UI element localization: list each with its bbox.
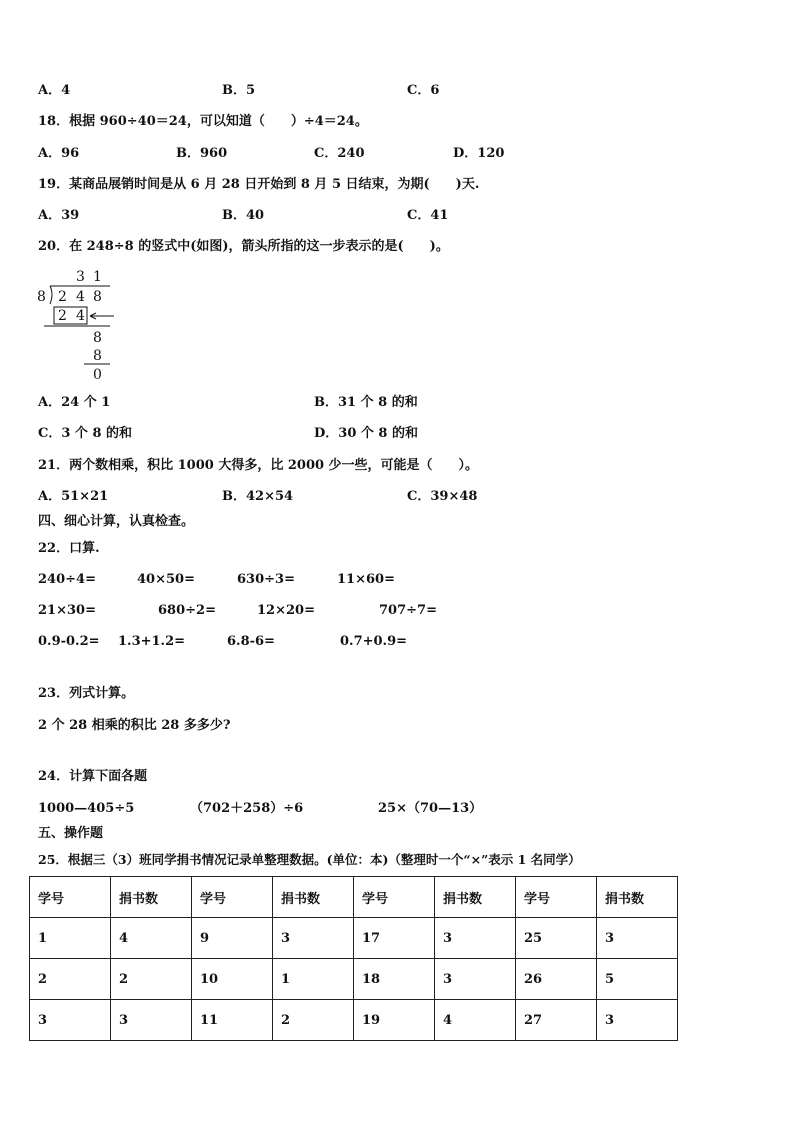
q21-option-a: A．51×21 [38, 489, 109, 504]
q24-question: 24．计算下面各题 [38, 769, 148, 784]
q25-question: 25．根据三（3）班同学捐书情况记录单整理数据。(单位：本)（整理时一个“×”表示 1 名同学） [38, 852, 581, 867]
donation-record-table [29, 876, 678, 1041]
calc-item: 25×（70—13） [378, 801, 483, 816]
header-cell: 捐书数 [273, 877, 354, 918]
header-cell: 学号 [354, 877, 435, 918]
dividend-digit: 8 [93, 289, 102, 305]
table-cell: 2 [111, 959, 192, 1000]
mental-calc-item: 6.8-6= [227, 634, 275, 649]
table-cell: 27 [516, 1000, 597, 1041]
calc-item: （702＋258）÷6 [190, 801, 304, 816]
q18-option-c: C．240 [314, 146, 365, 161]
mental-calc-item: 40×50= [137, 572, 195, 587]
mental-calc-item: 707÷7= [379, 603, 437, 618]
dividend-digit: 2 [58, 289, 67, 305]
table-cell: 11 [192, 1000, 273, 1041]
mental-calc-item: 0.7+0.9= [340, 634, 408, 649]
table-cell: 3 [435, 918, 516, 959]
table-cell: 17 [354, 918, 435, 959]
q20-option-a: A．24 个 1 [38, 395, 111, 410]
q18-option-d: D．120 [453, 146, 505, 161]
table-row [30, 1000, 678, 1041]
q20-option-c: C．3 个 8 的和 [38, 426, 133, 441]
q21-option-c: C．39×48 [407, 489, 478, 504]
table-cell: 3 [597, 918, 678, 959]
mental-calc-item: 12×20= [257, 603, 315, 618]
header-cell: 捐书数 [111, 877, 192, 918]
header-cell: 学号 [192, 877, 273, 918]
table-header-row [30, 877, 678, 918]
q19-option-a: A．39 [38, 208, 80, 223]
divisor: 8 [37, 289, 46, 305]
dividend-digit: 4 [76, 289, 85, 305]
q18-question: 18．根据 960÷40＝24，可以知道（ ）÷4＝24。 [38, 114, 368, 129]
header-cell: 学号 [516, 877, 597, 918]
table-cell: 3 [597, 1000, 678, 1041]
mental-calc-item: 630÷3= [237, 572, 295, 587]
step2-digit: 8 [93, 330, 102, 346]
table-cell: 2 [30, 959, 111, 1000]
mental-calc-item: 11×60= [337, 572, 395, 587]
calc-item: 1000—405÷5 [38, 801, 135, 816]
table-cell: 18 [354, 959, 435, 1000]
mental-calc-item: 21×30= [38, 603, 96, 618]
step1-digit: 2 [58, 308, 67, 324]
mental-calc-item: 240÷4= [38, 572, 96, 587]
q18-option-a: A．96 [38, 146, 80, 161]
header-cell: 捐书数 [435, 877, 516, 918]
q17-option-c: C．6 [407, 83, 440, 98]
q20-option-b: B．31 个 8 的和 [314, 395, 418, 410]
table-cell: 5 [597, 959, 678, 1000]
quotient-digit: 3 [76, 269, 85, 285]
q23-question: 23．列式计算。 [38, 686, 135, 701]
q23-text: 2 个 28 相乘的积比 28 多多少? [38, 718, 231, 733]
table-cell: 3 [273, 918, 354, 959]
table-row [30, 959, 678, 1000]
section-5-heading: 五、操作题 [38, 826, 104, 841]
q21-question: 21．两个数相乘，积比 1000 大得多，比 2000 少一些，可能是（ ）。 [38, 458, 479, 473]
table-cell: 26 [516, 959, 597, 1000]
table-cell: 9 [192, 918, 273, 959]
header-cell: 学号 [30, 877, 111, 918]
table-cell: 4 [435, 1000, 516, 1041]
q18-option-b: B．960 [176, 146, 228, 161]
q17-option-b: B．5 [222, 83, 256, 98]
q19-question: 19．某商品展销时间是从 6 月 28 日开始到 8 月 5 日结束，为期( )天. [38, 177, 480, 192]
q22-question: 22．口算. [38, 541, 100, 556]
q20-question: 20．在 248÷8 的竖式中(如图)，箭头所指的这一步表示的是( )。 [38, 239, 449, 254]
section-4-heading: 四、细心计算，认真检查。 [38, 514, 195, 529]
table-cell: 19 [354, 1000, 435, 1041]
q19-option-b: B．40 [222, 208, 265, 223]
step1-digit: 4 [76, 308, 85, 324]
table-cell: 3 [111, 1000, 192, 1041]
mental-calc-item: 1.3+1.2= [118, 634, 186, 649]
quotient-digit: 1 [93, 269, 102, 285]
table-row [30, 918, 678, 959]
mental-calc-item: 680÷2= [158, 603, 216, 618]
header-cell: 捐书数 [597, 877, 678, 918]
table-cell: 10 [192, 959, 273, 1000]
table-cell: 25 [516, 918, 597, 959]
q19-option-c: C．41 [407, 208, 449, 223]
q20-option-d: D．30 个 8 的和 [314, 426, 418, 441]
long-division-figure [30, 262, 130, 388]
table-cell: 1 [30, 918, 111, 959]
table-cell: 1 [273, 959, 354, 1000]
q21-option-b: B．42×54 [222, 489, 294, 504]
q17-option-a: A．4 [38, 83, 71, 98]
step3-digit: 8 [93, 348, 102, 364]
mental-calc-item: 0.9-0.2= [38, 634, 100, 649]
table-cell: 3 [435, 959, 516, 1000]
table-cell: 4 [111, 918, 192, 959]
table-cell: 3 [30, 1000, 111, 1041]
table-cell: 2 [273, 1000, 354, 1041]
division-bracket [50, 286, 52, 304]
remainder: 0 [93, 367, 102, 383]
